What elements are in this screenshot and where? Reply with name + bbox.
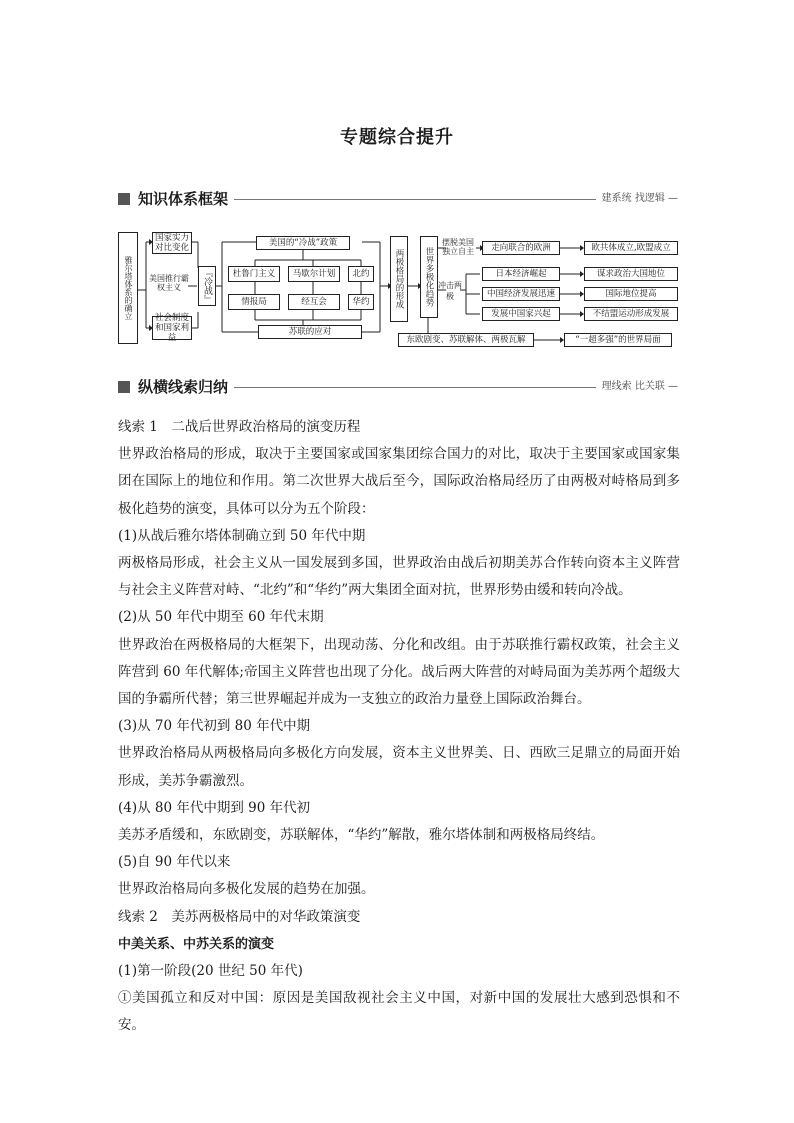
- section-subtitle: 建系统 找逻辑 —: [596, 191, 678, 207]
- ec-eu-founded-box: 欧共体成立,欧盟成立: [584, 241, 678, 255]
- bipolar-collapse-box: 东欧剧变、苏联解体、两极瓦解: [398, 333, 534, 347]
- warsaw-pact-box: 华约: [348, 294, 374, 310]
- marshall-plan-box: 马歇尔计划: [288, 266, 340, 282]
- truman-doctrine-box: 杜鲁门主义: [228, 266, 280, 282]
- us-hegemony-label: 美国推行霸权主义: [149, 274, 189, 292]
- japan-political-power-box: 谋求政治大国地位: [584, 267, 678, 281]
- nato-box: 北约: [348, 266, 374, 282]
- china-status-box: 国际地位提高: [584, 287, 678, 301]
- multipolar-trend-box: 世界多极化趋势: [420, 236, 438, 318]
- paragraph: 世界政治格局的形成，取决于主要国家或国家集团综合国力的对比，取决于主要国家或国家集团在国际上的地位和作用。第二次世界大战后至今，国际政治格局经历了由两极对峙格局到多极化趋势的演变，具体可以分为五个阶段：: [118, 446, 680, 517]
- us-cold-war-policy-box: 美国的“冷战”政策: [256, 236, 350, 250]
- paragraph: ①美国孤立和反对中国：原因是美国敌视社会主义中国，对新中国的发展壮大感到恐惧和不安。: [118, 990, 680, 1034]
- paragraph: 两极格局形成，社会主义从一国发展到多国，世界政治由战后初期美苏合作转向资本主义阵营与社会主义阵营对峙、“北约”和“华约”两大集团全面对抗，世界形势由缓和转向冷战。: [118, 555, 680, 599]
- section-title: 知识体系框架: [138, 190, 234, 208]
- bipolar-formation-box: 两极格局的形成: [390, 236, 408, 322]
- section-subtitle: 理线索 比关联 —: [596, 379, 678, 395]
- break-free-label: 摆脱美国独立自主: [442, 238, 474, 256]
- section-title: 纵横线索归纳: [138, 378, 234, 396]
- stage-heading: (2)从 50 年代中期至 60 年代末期: [118, 609, 324, 626]
- cold-war-box: 『冷战』: [198, 266, 216, 306]
- one-superpower-box: “一超多强”的世界局面: [564, 333, 672, 347]
- main-content: [118, 414, 680, 1040]
- square-bullet-icon: [118, 193, 130, 205]
- square-bullet-icon: [118, 381, 130, 393]
- social-system-box: 社会制度和国家利益: [152, 316, 192, 340]
- soviet-response-box: 苏联的应对: [258, 325, 362, 339]
- japan-rise-box: 日本经济崛起: [482, 267, 560, 281]
- comecon-box: 经互会: [288, 294, 340, 310]
- non-aligned-movement-box: 不结盟运动形成发展: [584, 307, 678, 321]
- paragraph: 世界政治在两极格局的大框架下，出现动荡、分化和改组。由于苏联推行霸权政策，社会主义阵营到 60 年代解体;帝国主义阵营也出现了分化。战后两大阵营的对峙局面为美苏两个超级大国的争霸所代替；第三世界崛起并成为一支独立的政治力量登上国际政治舞台。: [118, 636, 680, 708]
- knowledge-framework-diagram: [118, 228, 678, 352]
- section-header-knowledge-framework: [118, 190, 678, 208]
- clue2-heading: 线索 2 美苏两极格局中的对华政策演变: [118, 908, 361, 925]
- clue2-subheading: 中美关系、中苏关系的演变: [118, 936, 275, 952]
- paragraph: 世界政治格局向多极化发展的趋势在加强。: [118, 881, 375, 898]
- impact-bipolar-label: 冲击两极: [438, 281, 462, 301]
- china-development-box: 中国经济发展迅速: [482, 287, 560, 301]
- page-title: 专题综合提升: [340, 127, 454, 148]
- cominform-box: 情报局: [228, 294, 280, 310]
- developing-countries-box: 发展中国家兴起: [482, 307, 560, 321]
- national-power-box: 国家实力对比变化: [152, 232, 192, 254]
- stage-heading: (5)自 90 年代以来: [118, 854, 231, 871]
- stage-heading: (1)从战后雅尔塔体制确立到 50 年代中期: [118, 527, 366, 544]
- yalta-system-box: 雅尔塔体系的确立: [118, 232, 138, 344]
- phase-heading: (1)第一阶段(20 世纪 50 年代): [118, 963, 303, 980]
- section-header-clues: [118, 378, 678, 396]
- stage-heading: (3)从 70 年代初到 80 年代中期: [118, 718, 311, 735]
- europe-union-box: 走向联合的欧洲: [482, 241, 560, 255]
- paragraph: 世界政治格局从两极格局向多极化方向发展，资本主义世界美、日、西欧三足鼎立的局面开始形成，美苏争霸激烈。: [118, 745, 680, 789]
- paragraph: 美苏矛盾缓和，东欧剧变，苏联解体，“华约”解散，雅尔塔体制和两极格局终结。: [118, 827, 605, 844]
- clue1-heading: 线索 1 二战后世界政治格局的演变历程: [118, 419, 361, 435]
- stage-heading: (4)从 80 年代中期到 90 年代初: [118, 799, 311, 816]
